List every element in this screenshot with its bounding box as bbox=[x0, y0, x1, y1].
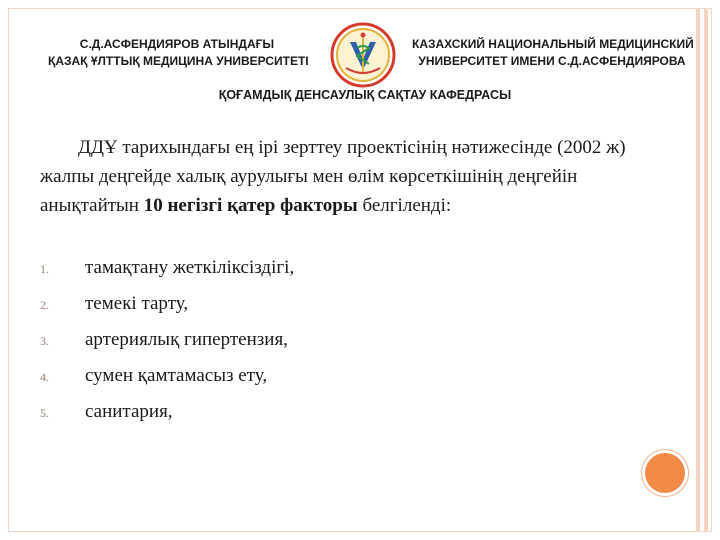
decorative-stripe bbox=[696, 8, 700, 532]
list-item bbox=[40, 394, 294, 430]
list-item bbox=[40, 322, 294, 358]
header-right-line1: КАЗАХСКИЙ НАЦИОНАЛЬНЫЙ МЕДИЦИНСКИЙ bbox=[412, 37, 694, 51]
list-number: 3. bbox=[40, 334, 49, 348]
intro-paragraph bbox=[40, 133, 630, 220]
header-left-line2: ҚАЗАҚ ҰЛТТЫҚ МЕДИЦИНА УНИВЕРСИТЕТІ bbox=[48, 54, 309, 68]
intro-bold-text: 10 негізгі қатер факторы bbox=[143, 195, 358, 216]
decorative-circle bbox=[645, 453, 685, 493]
university-name-kazakh bbox=[48, 36, 309, 70]
list-text: темекі тарту, bbox=[85, 293, 189, 314]
list-text: санитария, bbox=[85, 401, 173, 422]
list-item bbox=[40, 286, 294, 322]
header-left-line1: С.Д.АСФЕНДИЯРОВ АТЫНДАҒЫ bbox=[79, 37, 275, 51]
intro-text: ДДҰ тарихындағы ең ірі зерттеу проектісінің нәтижесінде (2002 ж) жалпы деңгейде халық аурулығы мен өлім көрсеткішінің деңгейін анықтайтын bbox=[40, 137, 626, 216]
decorative-stripe bbox=[704, 8, 708, 532]
list-number: 2. bbox=[40, 298, 49, 312]
department-title: ҚОҒАМДЫҚ ДЕНСАУЛЫҚ САҚТАУ КАФЕДРАСЫ bbox=[218, 88, 512, 102]
list-number: 5. bbox=[40, 406, 49, 420]
list-text: тамақтану жеткіліксіздігі, bbox=[85, 257, 295, 278]
intro-end-text: белгіленді: bbox=[357, 195, 452, 216]
university-emblem-icon bbox=[330, 22, 396, 88]
list-number: 4. bbox=[40, 370, 49, 384]
list-text: сумен қамтамасыз ету, bbox=[85, 365, 268, 386]
list-item bbox=[40, 358, 294, 394]
list-text: артериялық гипертензия, bbox=[85, 329, 288, 350]
risk-factor-list bbox=[40, 250, 294, 430]
list-number: 1. bbox=[40, 262, 49, 276]
list-item bbox=[40, 250, 294, 286]
university-name-russian bbox=[412, 36, 692, 70]
header-right-line2: УНИВЕРСИТЕТ ИМЕНИ С.Д.АСФЕНДИЯРОВА bbox=[418, 54, 686, 68]
